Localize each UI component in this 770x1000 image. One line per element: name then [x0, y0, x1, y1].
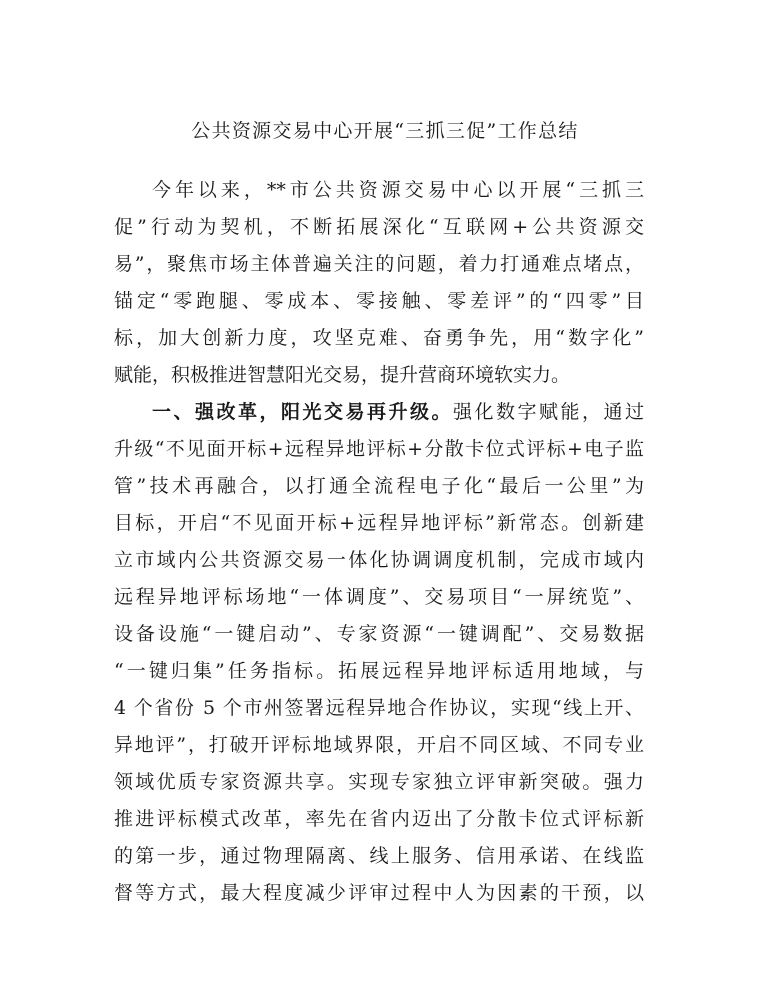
- paragraph-line: 升级“不见面开标+远程异地评标+分散卡位式评标+电子监: [114, 438, 644, 460]
- paragraph-line: 的第一步，通过物理隔离、线上服务、信用承诺、在线监: [114, 845, 644, 867]
- paragraph-line: 设备设施“一键启动”、专家资源“一键调配”、交易数据: [114, 623, 644, 645]
- paragraph-line: 易”，聚焦市场主体普遍关注的问题，着力打通难点堵点，: [114, 253, 644, 275]
- paragraph-line: 管”技术再融合，以打通全流程电子化“最后一公里”为: [114, 475, 644, 497]
- paragraph-line: 督等方式，最大程度减少评审过程中人为因素的干预，以: [114, 882, 644, 904]
- paragraph-line: 今年以来，**市公共资源交易中心以开展“三抓三: [152, 179, 644, 201]
- section-first-line: [152, 397, 644, 427]
- document-title: 公共资源交易中心开展“三抓三促”工作总结: [191, 120, 579, 142]
- paragraph-line: 立市域内公共资源交易一体化协调调度机制，完成市域内: [114, 549, 644, 571]
- paragraph-line: 促”行动为契机，不断拓展深化“互联网+公共资源交: [114, 216, 644, 238]
- paragraph-line: 异地评”，打破开评标地域界限，开启不同区域、不同专业: [114, 734, 644, 756]
- paragraph-line: 领域优质专家资源共享。实现专家独立评审新突破。强力: [114, 771, 644, 793]
- paragraph-line: 锚定“零跑腿、零成本、零接触、零差评”的“四零”目: [114, 290, 644, 312]
- paragraph-line: 目标，开启“不见面开标+远程异地评标”新常态。创新建: [114, 512, 644, 534]
- section-heading: 一、强改革，阳光交易再升级。: [152, 401, 453, 423]
- paragraph-line: 4 个省份 5 个市州签署远程异地合作协议，实现“线上开、: [114, 697, 644, 719]
- paragraph-line: 赋能，积极推进智慧阳光交易，提升营商环境软实力。: [114, 364, 571, 386]
- section-first-line-text: 强化数字赋能，通过: [452, 401, 644, 423]
- paragraph-line: 标，加大创新力度，攻坚克难、奋勇争先，用“数字化”: [114, 327, 644, 349]
- paragraph-line: 推进评标模式改革，率先在省内迈出了分散卡位式评标新: [114, 808, 644, 830]
- paragraph-line: “一键归集”任务指标。拓展远程异地评标适用地域，与: [114, 660, 644, 682]
- paragraph-line: 远程异地评标场地“一体调度”、交易项目“一屏统览”、: [114, 586, 644, 608]
